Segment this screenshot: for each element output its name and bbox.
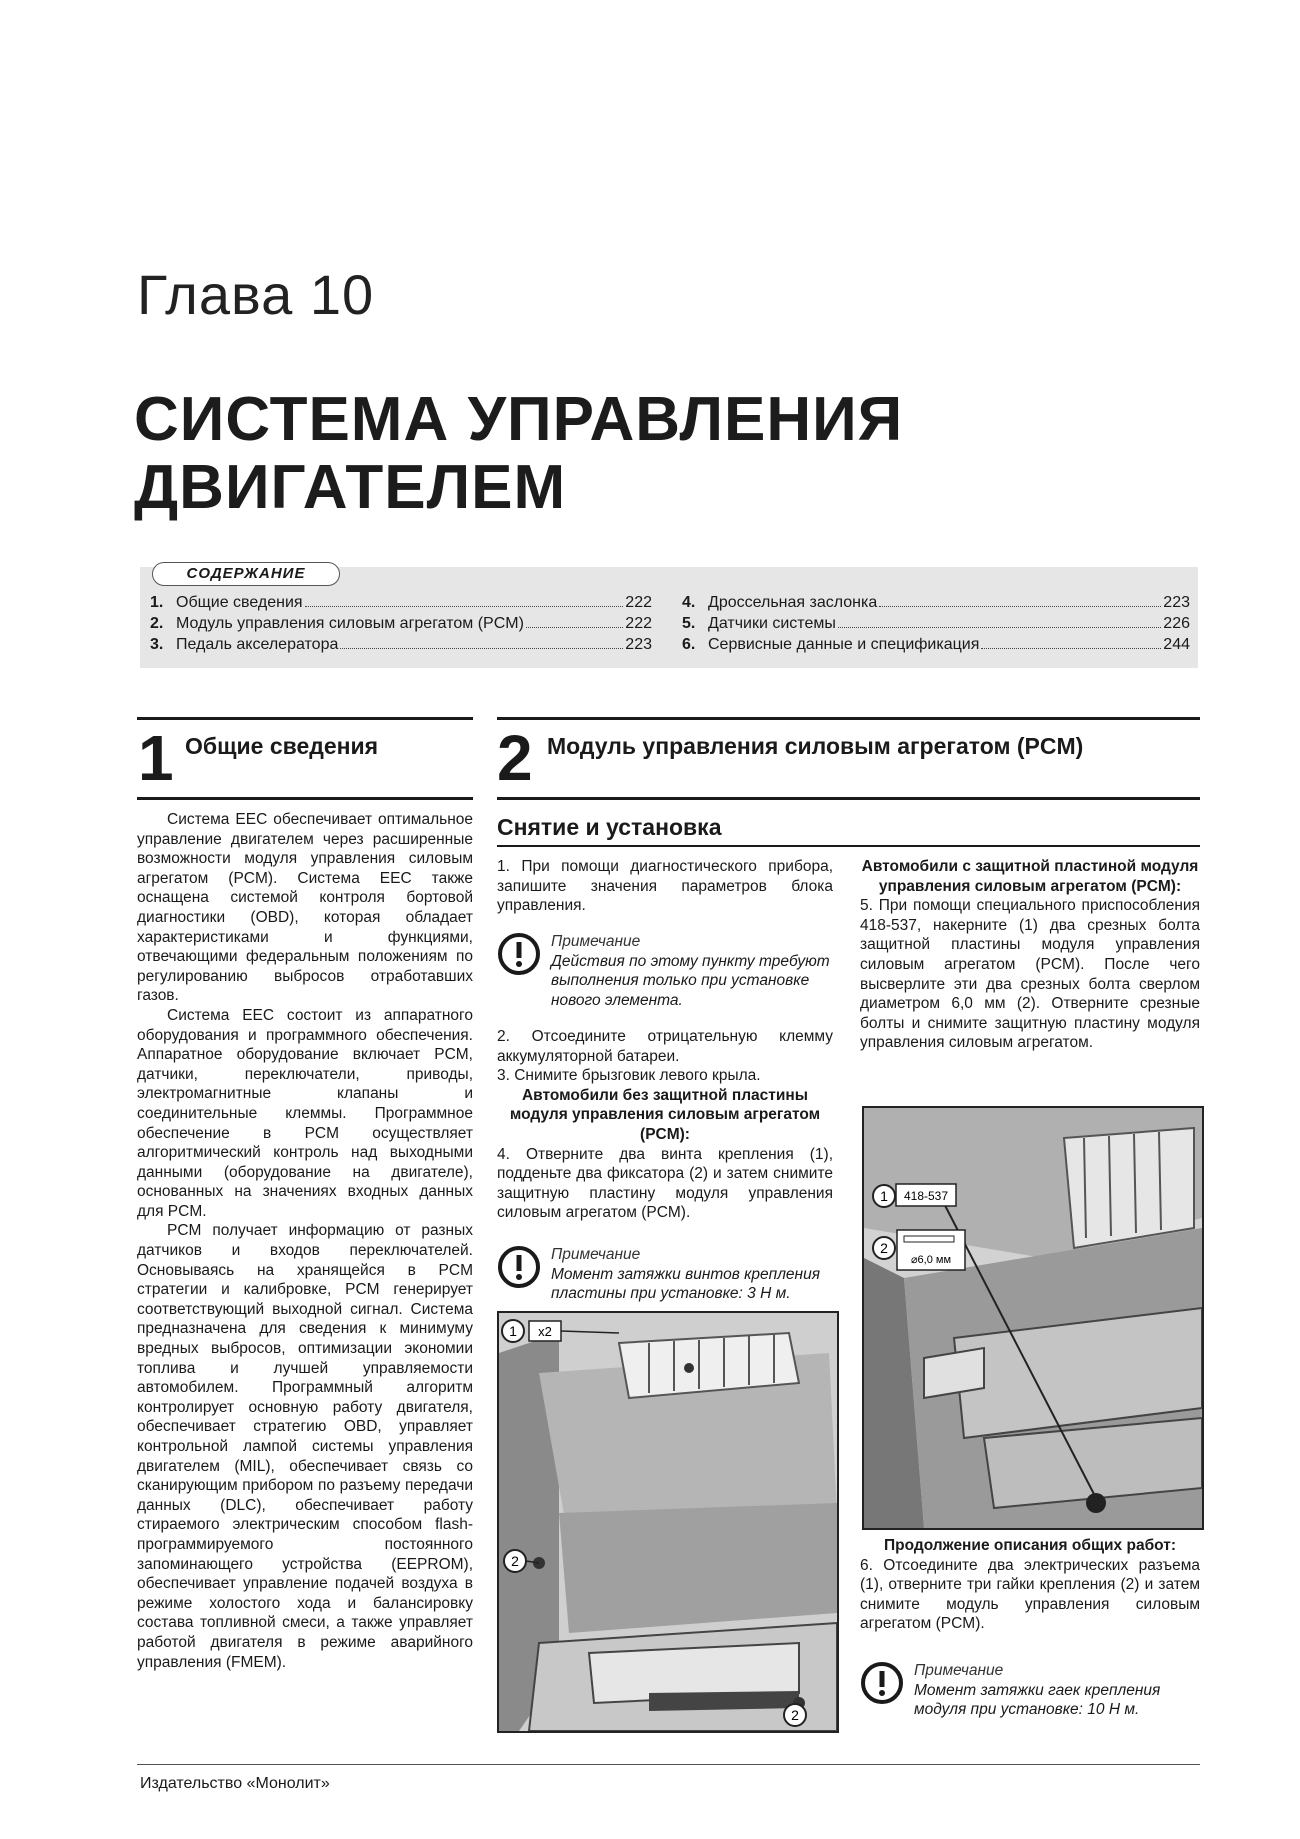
note-text: Момент затяжки винтов крепления пластины при установке: 3 Н м. [551, 1265, 820, 1302]
toc-entry-num: 4. [682, 594, 696, 611]
toc-entry-page: 222 [625, 594, 652, 611]
toc-left-column [150, 592, 652, 655]
toc-leader [526, 627, 623, 628]
step-1: 1. При помощи диагностического прибора, запишите значения параметров блока управления. [497, 858, 833, 915]
note-text: Момент затяжки гаек крепления модуля при установке: 10 Н м. [914, 1681, 1161, 1718]
paragraph: Система EEC обеспечивает оптимальное управление двигателем через расширенные возможности модуля управления силовым агрегатом (PCM). Система EEC также оснащена системой контроля бортовой диагностики (OBD), которая обладает характеристиками и функциями, отвечающими федеральным положениям по регулированию выбросов отработавших газов. [137, 811, 473, 1005]
toc-entry-num: 1. [150, 594, 164, 611]
step-3: 3. Снимите брызговик левого крыла. [497, 1067, 761, 1085]
tool-number-label: 418-537 [903, 1189, 949, 1203]
toc-entry[interactable] [682, 634, 1190, 655]
figure-illustration [499, 1313, 837, 1731]
toc-leader [879, 606, 1161, 607]
warning-icon [497, 1245, 541, 1289]
note-heading: Примечание [914, 1662, 1004, 1679]
toc-entry[interactable] [150, 613, 652, 634]
callout-2b: 2 [791, 1707, 799, 1723]
paragraph: PCM получает информацию от разных датчиков и входов переключателей. Основываясь на хранящейся в PCM стратегии и калибровке, PCM генерирует соответствующий выходной сигнал. Система предназначена для сведения к минимуму вредных выбросов, оптимизации экономии топлива и лучшей управляемости автомобилем. Программный алгоритм контролирует основную работу двигателя, обеспечивает стратегию OBD, управляет контрольной лампой системы управления двигателем (MIL), обеспечивает связь со сканирующим прибором по разъему передачи данных (DLC), обеспечивает работу стираемого электрическим способом flash-программируемого постоянного запоминающего устройства (EEPROM), обеспечивает управление подачей воздуха в режиме холостого хода и балансировку состава топливной смеси, а также управляет работой двигателя в режиме аварийного управления (FMEM). [137, 1222, 473, 1671]
toc-entry-num: 2. [150, 615, 164, 632]
drill-diameter-label: ⌀6,0 мм [910, 1254, 952, 1266]
section1-number: 1 [138, 722, 174, 794]
toc-entry[interactable] [682, 613, 1190, 634]
section1-top-rule [137, 717, 473, 720]
toc-entry-text: Педаль акселератора [176, 636, 339, 653]
toc-entry[interactable] [682, 592, 1190, 613]
callout-x2: x2 [538, 1324, 552, 1339]
section1-body [137, 810, 473, 1672]
subheading-continuation: Продолжение описания общих работ: [884, 1537, 1176, 1554]
toc-entry-text: Дроссельная заслонка [708, 594, 878, 611]
toc-leader [305, 606, 624, 607]
toc-leader [981, 648, 1161, 649]
toc-entry-text: Общие сведения [176, 594, 303, 611]
section1-title: Общие сведения [185, 733, 379, 759]
toc-leader [340, 648, 623, 649]
step-2: 2. Отсоедините отрицательную клемму аккумуляторной батареи. [497, 1028, 833, 1065]
toc-entry-text: Модуль управления силовым агрегатом (PCM) [176, 615, 524, 632]
toc-entry-page: 226 [1163, 615, 1190, 632]
figure-illustration [864, 1108, 1202, 1528]
chapter-label: Глава 10 [137, 263, 375, 326]
note-heading: Примечание [551, 1246, 641, 1263]
callout-1: 1 [509, 1323, 517, 1339]
toc-entry[interactable] [150, 592, 652, 613]
callout-2: 2 [880, 1240, 888, 1256]
note-3 [860, 1661, 1200, 1720]
section2-number: 2 [497, 722, 533, 794]
section2-column2 [860, 857, 1200, 1053]
figure-protective-plate [497, 1311, 839, 1733]
section2-column1-continued [497, 1027, 833, 1223]
callout-2: 2 [511, 1553, 519, 1569]
figure-shear-bolts [862, 1106, 1204, 1530]
paragraph: Система EEC состоит из аппаратного оборудования и программного обеспечения. Аппаратное оборудование включает PCM, датчики, переключатели, приводы, электромагнитные клапаны и соединительные клеммы. Программное обеспечение в PCM осуществляет алгоритмический контроль над выходными данными (оборудование на двигателе), основанных на значениях входных данных для PCM. [137, 1006, 473, 1220]
toc-entry-num: 5. [682, 615, 696, 632]
section2-column1 [497, 857, 833, 916]
subsection-rule [497, 845, 1200, 847]
step-4: 4. Отверните два винта крепления (1), подденьте два фиксатора (2) и затем снимите защитную пластину модуля управления силовым агрегатом (PCM). [497, 1145, 833, 1222]
section1-bottom-rule [137, 797, 473, 800]
toc-entry-page: 244 [1163, 636, 1190, 653]
callout-1: 1 [880, 1188, 888, 1204]
chapter-title-line1: СИСТЕМА УПРАВЛЕНИЯ [134, 385, 904, 454]
toc-leader [838, 627, 1161, 628]
note-2 [497, 1245, 837, 1304]
section2-top-rule [497, 717, 1200, 720]
toc-entry-text: Датчики системы [708, 615, 836, 632]
section2-bottom-rule [497, 797, 1200, 800]
toc-entry[interactable] [150, 634, 652, 655]
warning-icon [860, 1661, 904, 1705]
toc-right-column [682, 592, 1190, 655]
note-heading: Примечание [551, 933, 641, 950]
footer-rule [137, 1764, 1200, 1765]
section2-title: Модуль управления силовым агрегатом (PCM) [547, 733, 1084, 759]
toc-entry-page: 223 [625, 636, 652, 653]
toc-entry-page: 223 [1163, 594, 1190, 611]
subsection-heading: Снятие и установка [497, 814, 722, 840]
subheading-without-plate: Автомобили без защитной пластины модуля управления силовым агрегатом (PCM): [509, 1086, 821, 1143]
chapter-title [134, 386, 903, 522]
section2-column2-continued [860, 1536, 1200, 1634]
note-text: Действия по этому пункту требуют выполнения только при установке нового элемента. [551, 952, 830, 1009]
toc-entry-page: 222 [625, 615, 652, 632]
step-6: 6. Отсоедините два электрических разъема (1), отверните три гайки крепления (2) и затем снимите модуль управления силовым агрегатом (PCM). [860, 1556, 1200, 1633]
warning-icon [497, 932, 541, 976]
toc-entry-text: Сервисные данные и спецификация [708, 636, 980, 653]
step-5: 5. При помощи специального приспособления 418-537, накерните (1) два срезных болта защитной пластины модуля управления силовым агрегатом (PCM). После чего высверлите эти два срезных болта сверлом диаметром 6,0 мм (2). Отверните срезные болты и снимите защитную пластину модуля управления силовым агрегатом. [860, 897, 1200, 1052]
toc-title: СОДЕРЖАНИЕ [152, 562, 340, 586]
publisher-footer: Издательство «Монолит» [140, 1775, 330, 1792]
chapter-title-line2: ДВИГАТЕЛЕМ [134, 453, 567, 522]
toc-entry-num: 6. [682, 636, 696, 653]
note-1 [497, 932, 837, 1010]
toc-entry-num: 3. [150, 636, 164, 653]
subheading-with-plate: Автомобили с защитной пластиной модуля управления силовым агрегатом (PCM): [861, 858, 1199, 895]
